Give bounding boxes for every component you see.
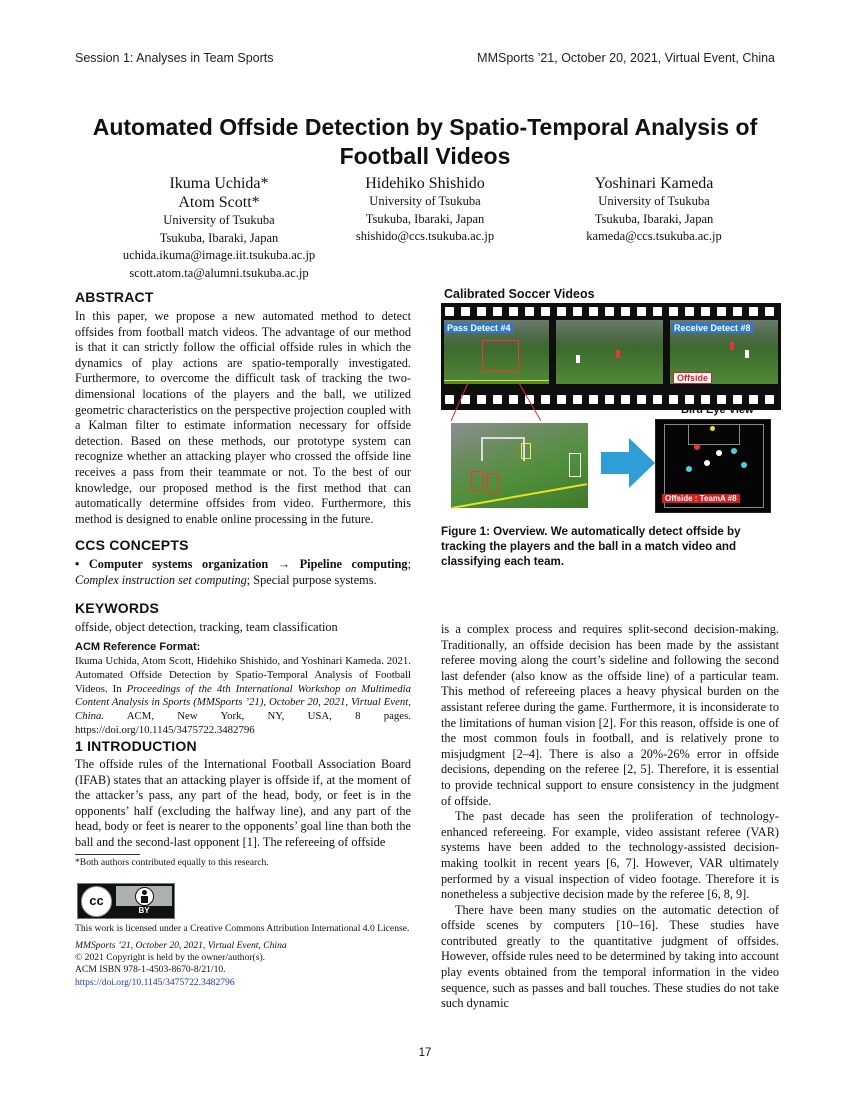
acm-ref-text: Ikuma Uchida, Atom Scott, Hidehiko Shishido, and Yoshinari Kameda. 2021. Automated Offside Detection by Spatio-Temporal Analysis of Football Videos. In Proceedings of the 4th International Workshop on Multimedia Content Analysis in Sports (MMSports ’21), October 20, 2021, Virtual Event, China. ACM, New York, NY, USA, 8 pages. https://doi.org/10.1145/3475722.3482796 [75, 655, 411, 736]
running-head-right: MMSports ’21, October 20, 2021, Virtual Event, China [477, 51, 775, 65]
figure-caption: Figure 1: Overview. We automatically detect offside by tracking the players and the ball in a match video and classifying each team. [441, 525, 741, 568]
author-email: uchida.ikuma@image.iit.tsukuba.ac.jp [122, 248, 316, 262]
film-hole [637, 307, 646, 316]
author-block-3 [534, 174, 774, 246]
right-column-text [441, 622, 779, 1012]
film-hole [525, 307, 534, 316]
bird-eye-label: Bird Eye View [681, 404, 754, 416]
author-name: Atom Scott* [178, 194, 260, 211]
author-affiliation: University of Tsukuba [598, 194, 710, 208]
author-location: Tsukuba, Ibaraki, Japan [159, 230, 279, 245]
film-hole [573, 307, 582, 316]
paper-title: Automated Offside Detection by Spatio-Temporal Analysis of Football Videos [92, 114, 758, 169]
author-name: Hidehiko Shishido [365, 175, 485, 192]
abstract-heading: ABSTRACT [75, 289, 154, 305]
arrow-icon [601, 436, 656, 491]
film-hole [477, 307, 486, 316]
film-hole [765, 307, 774, 316]
film-hole [541, 307, 550, 316]
ccs-italic: Complex instruction set computing [75, 572, 247, 587]
ccs-main: Computer systems organization → Pipeline computing [88, 557, 408, 571]
introduction-heading: 1 INTRODUCTION [75, 738, 197, 754]
film-hole [701, 307, 710, 316]
film-hole [557, 307, 566, 316]
author-block-1 [99, 174, 339, 282]
running-head-left: Session 1: Analyses in Team Sports [75, 51, 274, 65]
author-email: kameda@ccs.tsukuba.ac.jp [586, 229, 722, 243]
film-hole [621, 307, 630, 316]
footnote-rule [75, 854, 140, 855]
doi-link[interactable]: https://doi.org/10.1145/3475722.3482796 [75, 976, 235, 988]
author-name: Yoshinari Kameda [594, 175, 714, 192]
paragraph: There have been many studies on the automatic detection of offside scenes by computers [10–16]. These studies have contributed greatly to the quantitative judgment of offsides. However, offside rules need to be determined by taking into account play events obtained from the temporal information in the video sequence, such as passes and ball touches. These studies do not take such dynamic [441, 902, 779, 1011]
author-email: shishido@ccs.tsukuba.ac.jp [355, 229, 495, 243]
acm-ref-heading: ACM Reference Format: [75, 641, 201, 653]
film-hole [669, 307, 678, 316]
bird-eye-view [655, 419, 771, 513]
paragraph: The past decade has seen the proliferation of technology-enhanced refereeing. For example, video assistant referee (VAR) systems have been added to the technology-assisted decision-making toolkit in recent years [6, 7]. However, VAR ultimately performed by a visual inspection of video footage. Therefore it is nonetheless a subjective decision made by the referee [6, 8, 9]. [441, 809, 779, 902]
film-hole [685, 307, 694, 316]
keywords-heading: KEYWORDS [75, 600, 160, 616]
keywords-text: offside, object detection, tracking, team classification [75, 620, 338, 634]
author-block-2 [305, 174, 545, 246]
pass-detect-tag: Pass Detect #4 [447, 323, 511, 333]
bird-eye-offside-tag: Offside : TeamA #8 [662, 494, 740, 503]
author-affiliation: University of Tsukuba [369, 194, 481, 208]
offside-tag: Offside [673, 372, 712, 384]
zoomed-field-view [451, 423, 588, 508]
film-hole [749, 307, 758, 316]
author-email: scott.atom.ta@alumni.tsukuba.ac.jp [129, 265, 309, 280]
author-affiliation: University of Tsukuba [163, 213, 275, 227]
receive-detect-tag: Receive Detect #8 [674, 323, 751, 333]
cc-license-badge: cc BY [77, 883, 175, 919]
author-location: Tsukuba, Ibaraki, Japan [594, 211, 714, 226]
figure-overview [441, 286, 781, 516]
ccs-concepts: • Computer systems organization → Pipeline computing; Complex instruction set computing; Special purpose systems. [75, 557, 411, 587]
film-hole [733, 307, 742, 316]
abstract-text: In this paper, we propose a new automated method to detect offsides from football match videos. The advantage of our method is that it can strictly follow the official offside rules in which the dynamics of play actions are spatio-temporally investigated. Furthermore, to overcome the difficult task of tracking the two-dimensional locations of the players and the ball, we utilized geometric characteristics on the perspective projection coupled with a Kalman filter to estimate information necessary for offside detection. Based on these methods, our prototype system can recognize whether an attacking player who crossed the offside line receives a pass from their teammate or not. To the best of our knowledge, our proposed method is the first method that can automatically determine offsides from video. Furthermore, this method is designed to enable online processing in the future. [75, 309, 411, 526]
film-hole [445, 307, 454, 316]
film-hole [461, 307, 470, 316]
film-hole [589, 307, 598, 316]
ccs-heading: CCS CONCEPTS [75, 537, 189, 553]
video-frame-2 [556, 320, 663, 384]
footnote: *Both authors contributed equally to this research. [75, 857, 269, 868]
figure-top-label: Calibrated Soccer Videos [444, 287, 595, 301]
page-number: 17 [418, 1047, 432, 1059]
author-name: Ikuma Uchida* [169, 175, 269, 192]
paragraph: is a complex process and requires split-second decision-making. Traditionally, an offside decision has been made by the assistant referee moving along the court’s sideline and following the second last defender (also know as the offside line) of a particular team. This method of refereeing places a heavy physical burden on the assistant referee during the game. Furthermore, it is inconsiderate to the limitations of human vision [2]. For this reason, offside is one of the most common fouls in football, and is relatively prone to misjudgment [2–4]. There is also a 20%-26% error in offside decisions, depending on the referee [2, 5]. Therefore, it is essential to provide technical support to ensure consistency in the judgment of offside. [441, 622, 779, 808]
license-details: MMSports ’21, October 20, 2021, Virtual Event, China © 2021 Copyright is held by the owner/author(s). ACM ISBN 978-1-4503-8670-8/21/10. https://doi.org/10.1145/3475722.3482796 [75, 940, 411, 989]
cc-icon: cc [81, 886, 112, 917]
film-hole [493, 307, 502, 316]
introduction-text: The offside rules of the International Football Association Board (IFAB) states that an attacking player is offside if, at the moment of the attacker’s pass, any part of the head, body, or feet is in the opponents’ half (excluding the halfway line), and any part of the head, body or feet is nearer to the opponents’ goal line than both the ball and the second-last opponent [1]. The refereeing of offside [75, 757, 411, 849]
film-hole [717, 307, 726, 316]
license-text: This work is licensed under a Creative Commons Attribution International 4.0 License. [75, 923, 410, 934]
author-location: Tsukuba, Ibaraki, Japan [365, 211, 485, 226]
film-hole [605, 307, 614, 316]
film-hole [509, 307, 518, 316]
attribution-icon [135, 887, 154, 906]
film-hole [653, 307, 662, 316]
